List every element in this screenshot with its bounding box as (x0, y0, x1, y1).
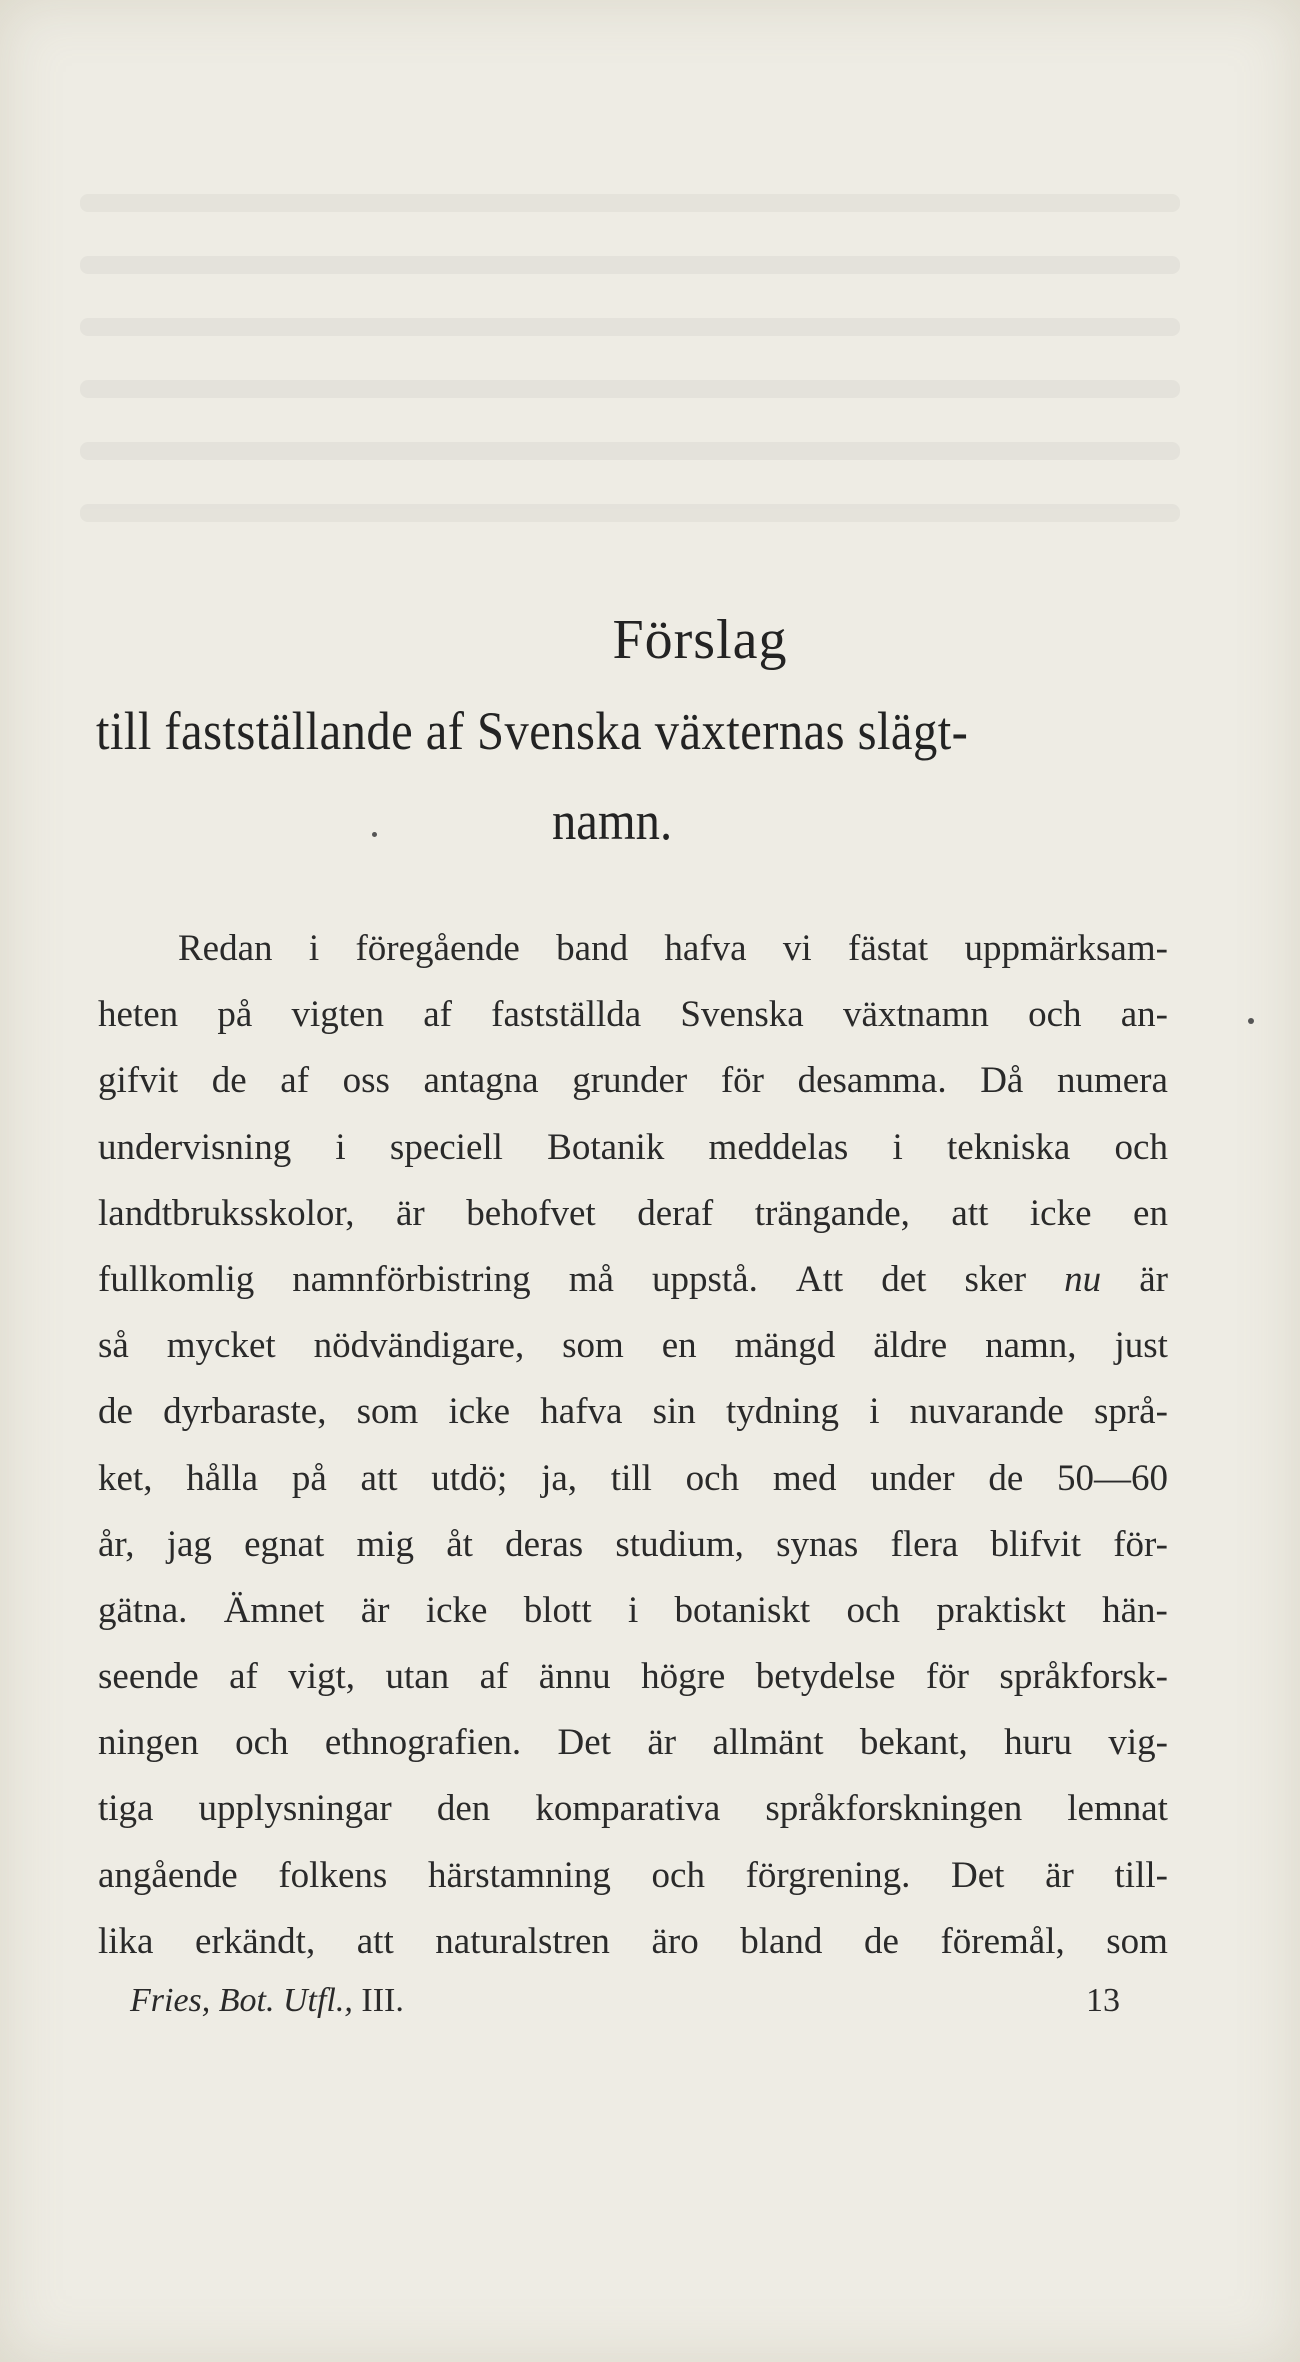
text-line (98, 1843, 1168, 1909)
word: jag (166, 1523, 212, 1565)
word: egnat (244, 1523, 325, 1565)
text-line (98, 1048, 1168, 1114)
word: desamma. (797, 1060, 947, 1102)
page-number: 13 (1086, 1982, 1120, 2019)
word: är (1139, 1258, 1168, 1300)
word: ningen (98, 1722, 199, 1764)
text-line (98, 982, 1168, 1048)
word: de (98, 1391, 133, 1433)
word: att (951, 1192, 989, 1234)
word: dyrbaraste, (163, 1391, 327, 1433)
word: seende (98, 1656, 199, 1698)
word: icke (425, 1589, 488, 1631)
bibliographic-reference (130, 1982, 404, 2020)
text-line (98, 916, 1168, 982)
word: som (562, 1325, 624, 1367)
word: föremål, (940, 1920, 1065, 1962)
word: är (396, 1192, 425, 1234)
word: språkforsk- (999, 1656, 1168, 1698)
word: Det (557, 1722, 611, 1764)
word: för (720, 1060, 765, 1102)
word: på (217, 994, 253, 1036)
word: tydning (725, 1391, 840, 1433)
word: lika (98, 1920, 154, 1962)
word: nu (1064, 1258, 1102, 1300)
word: studium, (615, 1523, 744, 1565)
word: blifvit (990, 1523, 1081, 1565)
word: hän- (1102, 1589, 1168, 1631)
word: att (360, 1457, 398, 1499)
word: att (356, 1920, 394, 1962)
word: hålla (186, 1457, 259, 1499)
word: band (556, 928, 629, 969)
text-line (98, 1578, 1168, 1644)
word: 50—60 (1057, 1457, 1168, 1499)
text-line (98, 1446, 1168, 1512)
word: undervisning (98, 1126, 292, 1168)
word: språ- (1093, 1391, 1168, 1433)
word: i (892, 1126, 903, 1168)
word: hafva (664, 928, 747, 969)
word: äro (651, 1920, 699, 1962)
word: utan (385, 1656, 450, 1698)
word: an- (1120, 994, 1168, 1036)
paper-speck (1248, 1018, 1254, 1024)
word: grunder (572, 1060, 688, 1102)
word: vi (782, 928, 812, 969)
word: praktiskt (936, 1589, 1066, 1631)
word: uppstå. (651, 1258, 758, 1300)
word: blott (523, 1589, 592, 1631)
word: ännu (538, 1656, 611, 1698)
subtitle-line-2: namn. (552, 791, 673, 851)
word: fastställda (491, 994, 642, 1036)
word: angående (98, 1854, 238, 1896)
word: fästat (848, 928, 929, 969)
word: det (881, 1258, 927, 1300)
word: bland (740, 1920, 823, 1962)
word: som (356, 1391, 419, 1433)
word: i (869, 1391, 880, 1433)
word: och (651, 1854, 705, 1896)
word: uppmärksam- (964, 928, 1168, 969)
word: botaniskt (674, 1589, 811, 1631)
word: är (647, 1722, 677, 1764)
word: speciell (389, 1126, 503, 1168)
word: för- (1113, 1523, 1168, 1565)
word: af (479, 1656, 509, 1698)
word: lemnat (1067, 1788, 1168, 1830)
word: flera (890, 1523, 959, 1565)
word: de (863, 1920, 899, 1962)
word: namnförbistring (292, 1258, 531, 1300)
word: nödvändigare, (313, 1325, 525, 1367)
word: de (211, 1060, 247, 1102)
text-line (98, 1776, 1168, 1842)
reference-author: Fries, Bot. Utfl., (130, 1982, 353, 2019)
word: betydelse (755, 1656, 896, 1698)
title-text: Förslag (612, 609, 788, 671)
word: hafva (540, 1391, 623, 1433)
word: äldre (873, 1325, 948, 1367)
word: mycket (166, 1325, 276, 1367)
word: landtbruksskolor, (98, 1192, 355, 1234)
word: komparativa (535, 1788, 721, 1830)
subtitle-line-1: till fastställande af Svenska växternas slägt- (96, 701, 969, 761)
text-line (98, 1247, 1168, 1313)
word: växtnamn (842, 994, 989, 1036)
word: trängande, (754, 1192, 910, 1234)
word: föregående (355, 928, 520, 969)
word: gifvit (98, 1060, 179, 1102)
word: och (1114, 1126, 1168, 1168)
word: just (1114, 1325, 1168, 1367)
word: ja, (541, 1457, 578, 1499)
word: antagna (423, 1060, 539, 1102)
word: naturalstren (435, 1920, 610, 1962)
word: så (98, 1325, 129, 1367)
word: på (291, 1457, 327, 1499)
word: huru (1004, 1722, 1072, 1764)
word: deras (505, 1523, 584, 1565)
word: språkforskningen (765, 1788, 1023, 1830)
word: bekant, (859, 1722, 968, 1764)
word: år, (98, 1523, 135, 1565)
word: sin (652, 1391, 696, 1433)
word: som (1106, 1920, 1168, 1962)
word: den (436, 1788, 491, 1830)
word: icke (448, 1391, 511, 1433)
word: gätna. (98, 1589, 188, 1631)
word: Redan (178, 928, 273, 969)
word: i (627, 1589, 639, 1631)
word: åt (446, 1523, 473, 1565)
body-paragraph (98, 916, 1168, 1975)
word: till- (1114, 1854, 1168, 1896)
word: med (772, 1457, 837, 1499)
word: icke (1029, 1192, 1092, 1234)
reference-volume: III. (361, 1982, 404, 2019)
word: folkens (278, 1854, 388, 1896)
word: de (988, 1457, 1024, 1499)
text-line (98, 1644, 1168, 1710)
word: en (661, 1325, 697, 1367)
word: Att (795, 1258, 844, 1300)
text-line (98, 1512, 1168, 1578)
show-through-text (80, 150, 1180, 570)
word: heten (98, 994, 179, 1036)
text-line (98, 1379, 1168, 1445)
word: utdö; (431, 1457, 508, 1499)
word: Då (980, 1060, 1024, 1102)
word: mig (356, 1523, 415, 1565)
text-line (98, 1909, 1168, 1975)
word: Svenska (680, 994, 804, 1036)
text-line (98, 1710, 1168, 1776)
word: Det (951, 1854, 1005, 1896)
word: erkändt, (195, 1920, 316, 1962)
paper-speck (372, 832, 377, 837)
word: i (335, 1126, 346, 1168)
word: härstamning (427, 1854, 611, 1896)
word: tiga (98, 1788, 154, 1830)
word: vig- (1108, 1722, 1168, 1764)
word: vigten (291, 994, 384, 1036)
word: högre (641, 1656, 726, 1698)
word: för (925, 1656, 970, 1698)
word: under (870, 1457, 955, 1499)
word: af (229, 1656, 258, 1698)
page-footer (130, 1982, 1120, 2020)
word: allmänt (712, 1722, 824, 1764)
word: oss (342, 1060, 390, 1102)
word: fullkomlig (98, 1258, 255, 1300)
word: må (568, 1258, 614, 1300)
word: Botanik (547, 1126, 665, 1168)
page-title (0, 608, 1300, 672)
word: meddelas (708, 1126, 849, 1168)
word: och (846, 1589, 900, 1631)
text-line (98, 1115, 1168, 1181)
word: tekniska (947, 1126, 1071, 1168)
word: nuvarande (909, 1391, 1064, 1433)
word: är (360, 1589, 390, 1631)
word: förgrening. (745, 1854, 911, 1896)
word: deraf (637, 1192, 714, 1234)
word: mängd (734, 1325, 836, 1367)
word: synas (776, 1523, 859, 1565)
word: till (610, 1457, 652, 1499)
word: af (280, 1060, 310, 1102)
word: Ämnet (223, 1589, 325, 1631)
word: och (1028, 994, 1082, 1036)
word: behofvet (466, 1192, 596, 1234)
word: namn, (985, 1325, 1077, 1367)
word: vigt, (288, 1656, 356, 1698)
word: är (1045, 1854, 1074, 1896)
word: ethnografien. (324, 1722, 522, 1764)
word: numera (1056, 1060, 1168, 1102)
word: och (685, 1457, 740, 1499)
word: af (423, 994, 452, 1036)
word: i (308, 928, 320, 969)
text-line (98, 1313, 1168, 1379)
word: sker (964, 1258, 1027, 1300)
word: ket, (98, 1457, 153, 1499)
word: en (1133, 1192, 1168, 1234)
word: och (235, 1722, 289, 1764)
word: upplysningar (198, 1788, 392, 1830)
text-line (98, 1181, 1168, 1247)
